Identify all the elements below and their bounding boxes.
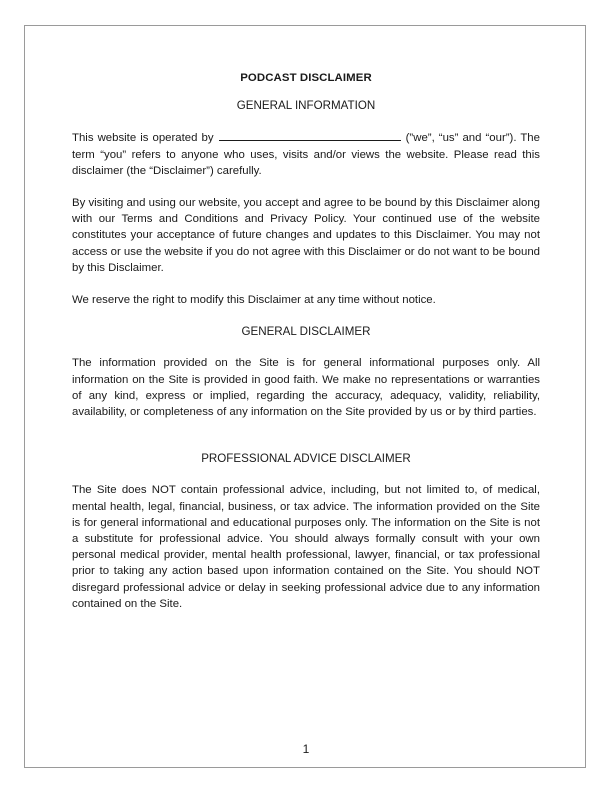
operator-name-blank (219, 129, 401, 141)
document-body (72, 70, 540, 612)
spacer (72, 340, 540, 355)
spacer (72, 276, 540, 292)
operator-text-before: This website is operated by (72, 132, 214, 145)
section-heading-professional-advice: PROFESSIONAL ADVICE DISCLAIMER (201, 452, 411, 466)
paragraph-operator (72, 129, 540, 179)
paragraph-modify: We reserve the right to modify this Disclaimer at any time without notice. (72, 294, 436, 307)
paragraph-general-disclaimer: The information provided on the Site is for general informational purposes only. All information on the Site is provided in good faith. We make no representations or warranties of any kind, express or implied, regarding the accuracy, adequacy, validity, reliability, availability, or completeness of any information on the Site provided by us or by third parties. (72, 357, 540, 419)
section-heading-general-disclaimer: GENERAL DISCLAIMER (241, 325, 371, 339)
spacer (72, 467, 540, 482)
spacer (72, 114, 540, 129)
spacer (72, 420, 540, 451)
page-number: 1 (302, 742, 310, 756)
document-title: PODCAST DISCLAIMER (240, 72, 372, 84)
operator-text-after: (”we”, “us” and “our”). The term “you” refers to anyone who uses, visits and/or views the website. Please read this disclaimer (the “Disclaimer”) carefully. (72, 132, 540, 177)
paragraph-professional-advice: The Site does NOT contain professional advice, including, but not limited to, of medical, mental health, legal, financial, business, or tax advice. The information provided on the Site is for general informational and educational purposes only. The information on the Site is not a substitute for professional advice. You should always formally consult with your own personal medical provider, mental health professional, lawyer, financial, or tax professional prior to taking any action based upon information contained on the Site. You should NOT disregard professional advice or delay in seeking professional advice due to any information contained on the Site. (72, 484, 540, 610)
spacer (72, 179, 540, 195)
spacer (72, 308, 540, 324)
section-heading-general-information: GENERAL INFORMATION (236, 99, 376, 113)
paragraph-acceptance: By visiting and using our website, you accept and agree to be bound by this Disclaimer along with our Terms and Conditions and Privacy Policy. Your continued use of the website constitutes your acceptance of future changes and updates to this Disclaimer. You may not access or use the website if you do not agree with this Disclaimer or do not want to be bound by this Disclaimer. (72, 197, 540, 274)
